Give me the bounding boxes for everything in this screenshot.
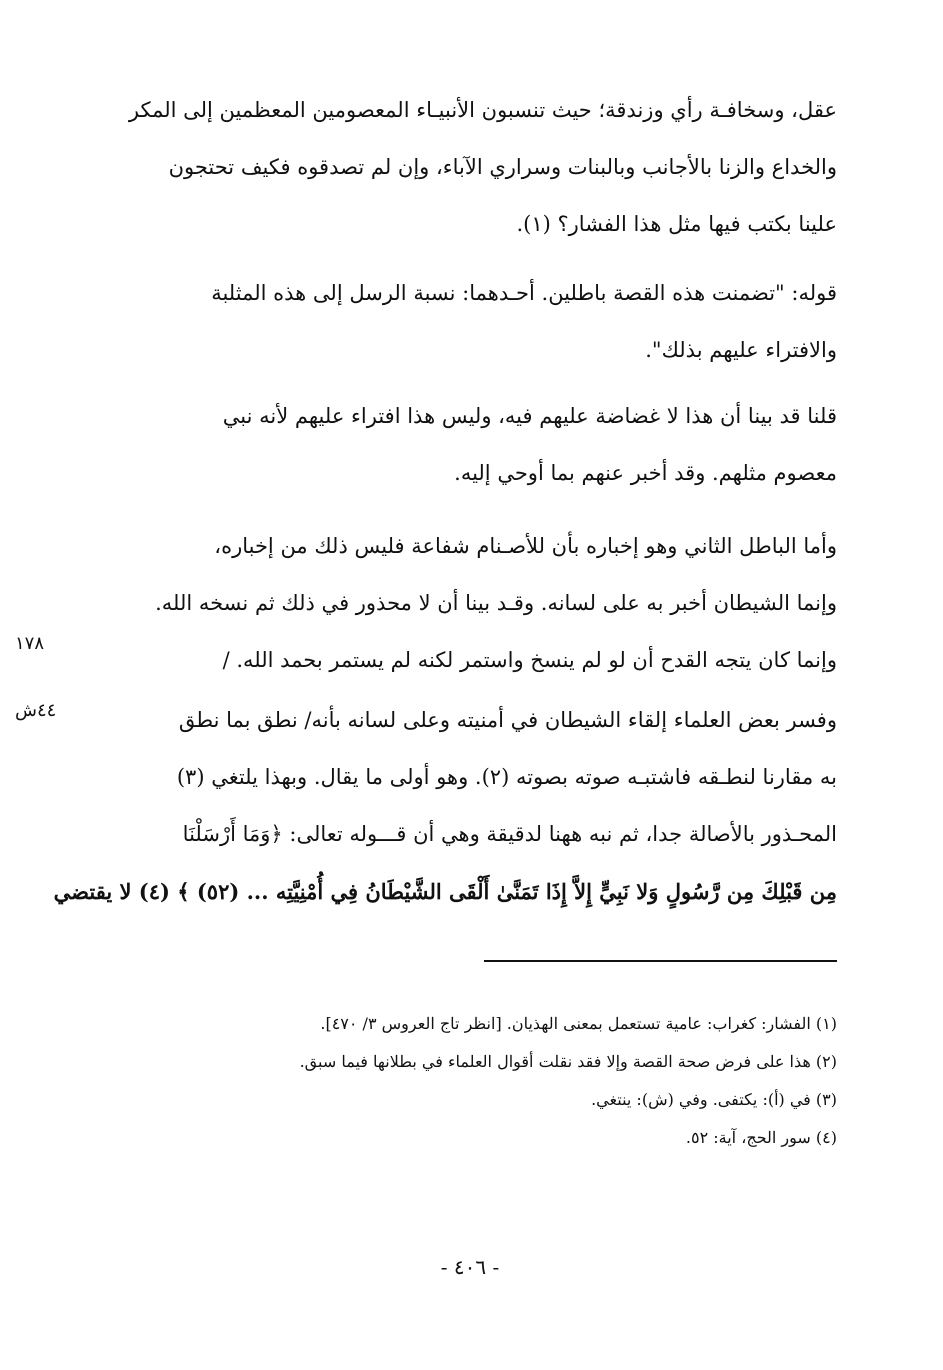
footnote: (٤) سور الحج، آية: ٥٢.	[685, 1128, 837, 1147]
text-line: قوله: "تضمنت هذه القصة باطلين. أحـدهما: نسبة الرسل إلى هذه المثلبة	[211, 281, 837, 305]
text-line: والخداع والزنا بالأجانب وبالبنات وسراري الآباء، وإن لم تصدقوه فكيف تحتجون	[168, 155, 837, 179]
footnote: (١) الفشار: كغراب: عامية تستعمل بمعنى الهذيان. [انظر تاج العروس ٣/ ٤٧٠].	[320, 1014, 837, 1033]
margin-folio-note: ١٧٨	[15, 633, 45, 654]
text-line: معصوم مثلهم. وقد أخبر عنهم بما أوحي إليه.	[454, 461, 837, 485]
text-line: والافتراء عليهم بذلك".	[645, 338, 837, 362]
quran-verse-line: مِن قَبْلِكَ مِن رَّسُولٍ وَلا نَبِيٍّ إِلاَّ إِذَا تَمَنَّىٰ أَلْقَى الشَّيْطَانُ فِي أُمْنِيَّتِه ... (٥٢) ﴾ (٤) لا يقتضي	[53, 879, 837, 904]
text-line: وإنما كان يتجه القدح أن لو لم ينسخ واستمر لكنه لم يستمر بحمد الله. /	[222, 648, 837, 672]
text-line: وفسر بعض العلماء إلقاء الشيطان في أمنيته وعلى لسانه بأنه/ نطق بما نطق	[178, 708, 837, 732]
text-line: قلنا قد بينا أن هذا لا غضاضة عليهم فيه، وليس هذا افتراء عليهم لأنه نبي	[222, 404, 837, 428]
paragraph-4	[95, 518, 837, 689]
text-line: وإنما الشيطان أخبر به على لسانه. وقـد بينا أن لا محذور في ذلك ثم نسخه الله.	[155, 591, 837, 615]
paragraph-5	[53, 692, 837, 920]
margin-folio-note: ٤٤ش	[15, 700, 57, 721]
text-line: علينا بكتب فيها مثل هذا الفشار؟ (١).	[516, 212, 837, 236]
footnote-separator	[484, 960, 837, 962]
paragraph-2	[95, 265, 837, 379]
paragraph-3	[95, 388, 837, 502]
footnote: (٣) في (أ): يكتفى. وفي (ش): ينتغي.	[591, 1090, 837, 1109]
text-line: وأما الباطل الثاني وهو إخباره بأن للأصـنام شفاعة فليس ذلك من إخباره،	[214, 534, 837, 558]
paragraph-1	[95, 82, 837, 253]
page-number: - ٤٠٦ -	[440, 1255, 500, 1279]
text-line: المحـذور بالأصالة جدا، ثم نبه ههنا لدقيقة وهي أن قـــوله تعالى: ﴿وَمَا أَرْسَلْنَا	[182, 822, 837, 846]
footnotes	[160, 1005, 837, 1157]
text-line: عقل، وسخافـة رأي وزندقة؛ حيث تنسبون الأنبيـاء المعصومين المعظمين إلى المكر	[128, 98, 837, 122]
text-line: به مقارنا لنطـقه فاشتبـه صوته بصوته (٢). وهو أولى ما يقال. وبهذا يلتغي (٣)	[176, 765, 837, 789]
footnote: (٢) هذا على فرض صحة القصة وإلا فقد نقلت أقوال العلماء في بطلانها فيما سبق.	[299, 1052, 837, 1071]
